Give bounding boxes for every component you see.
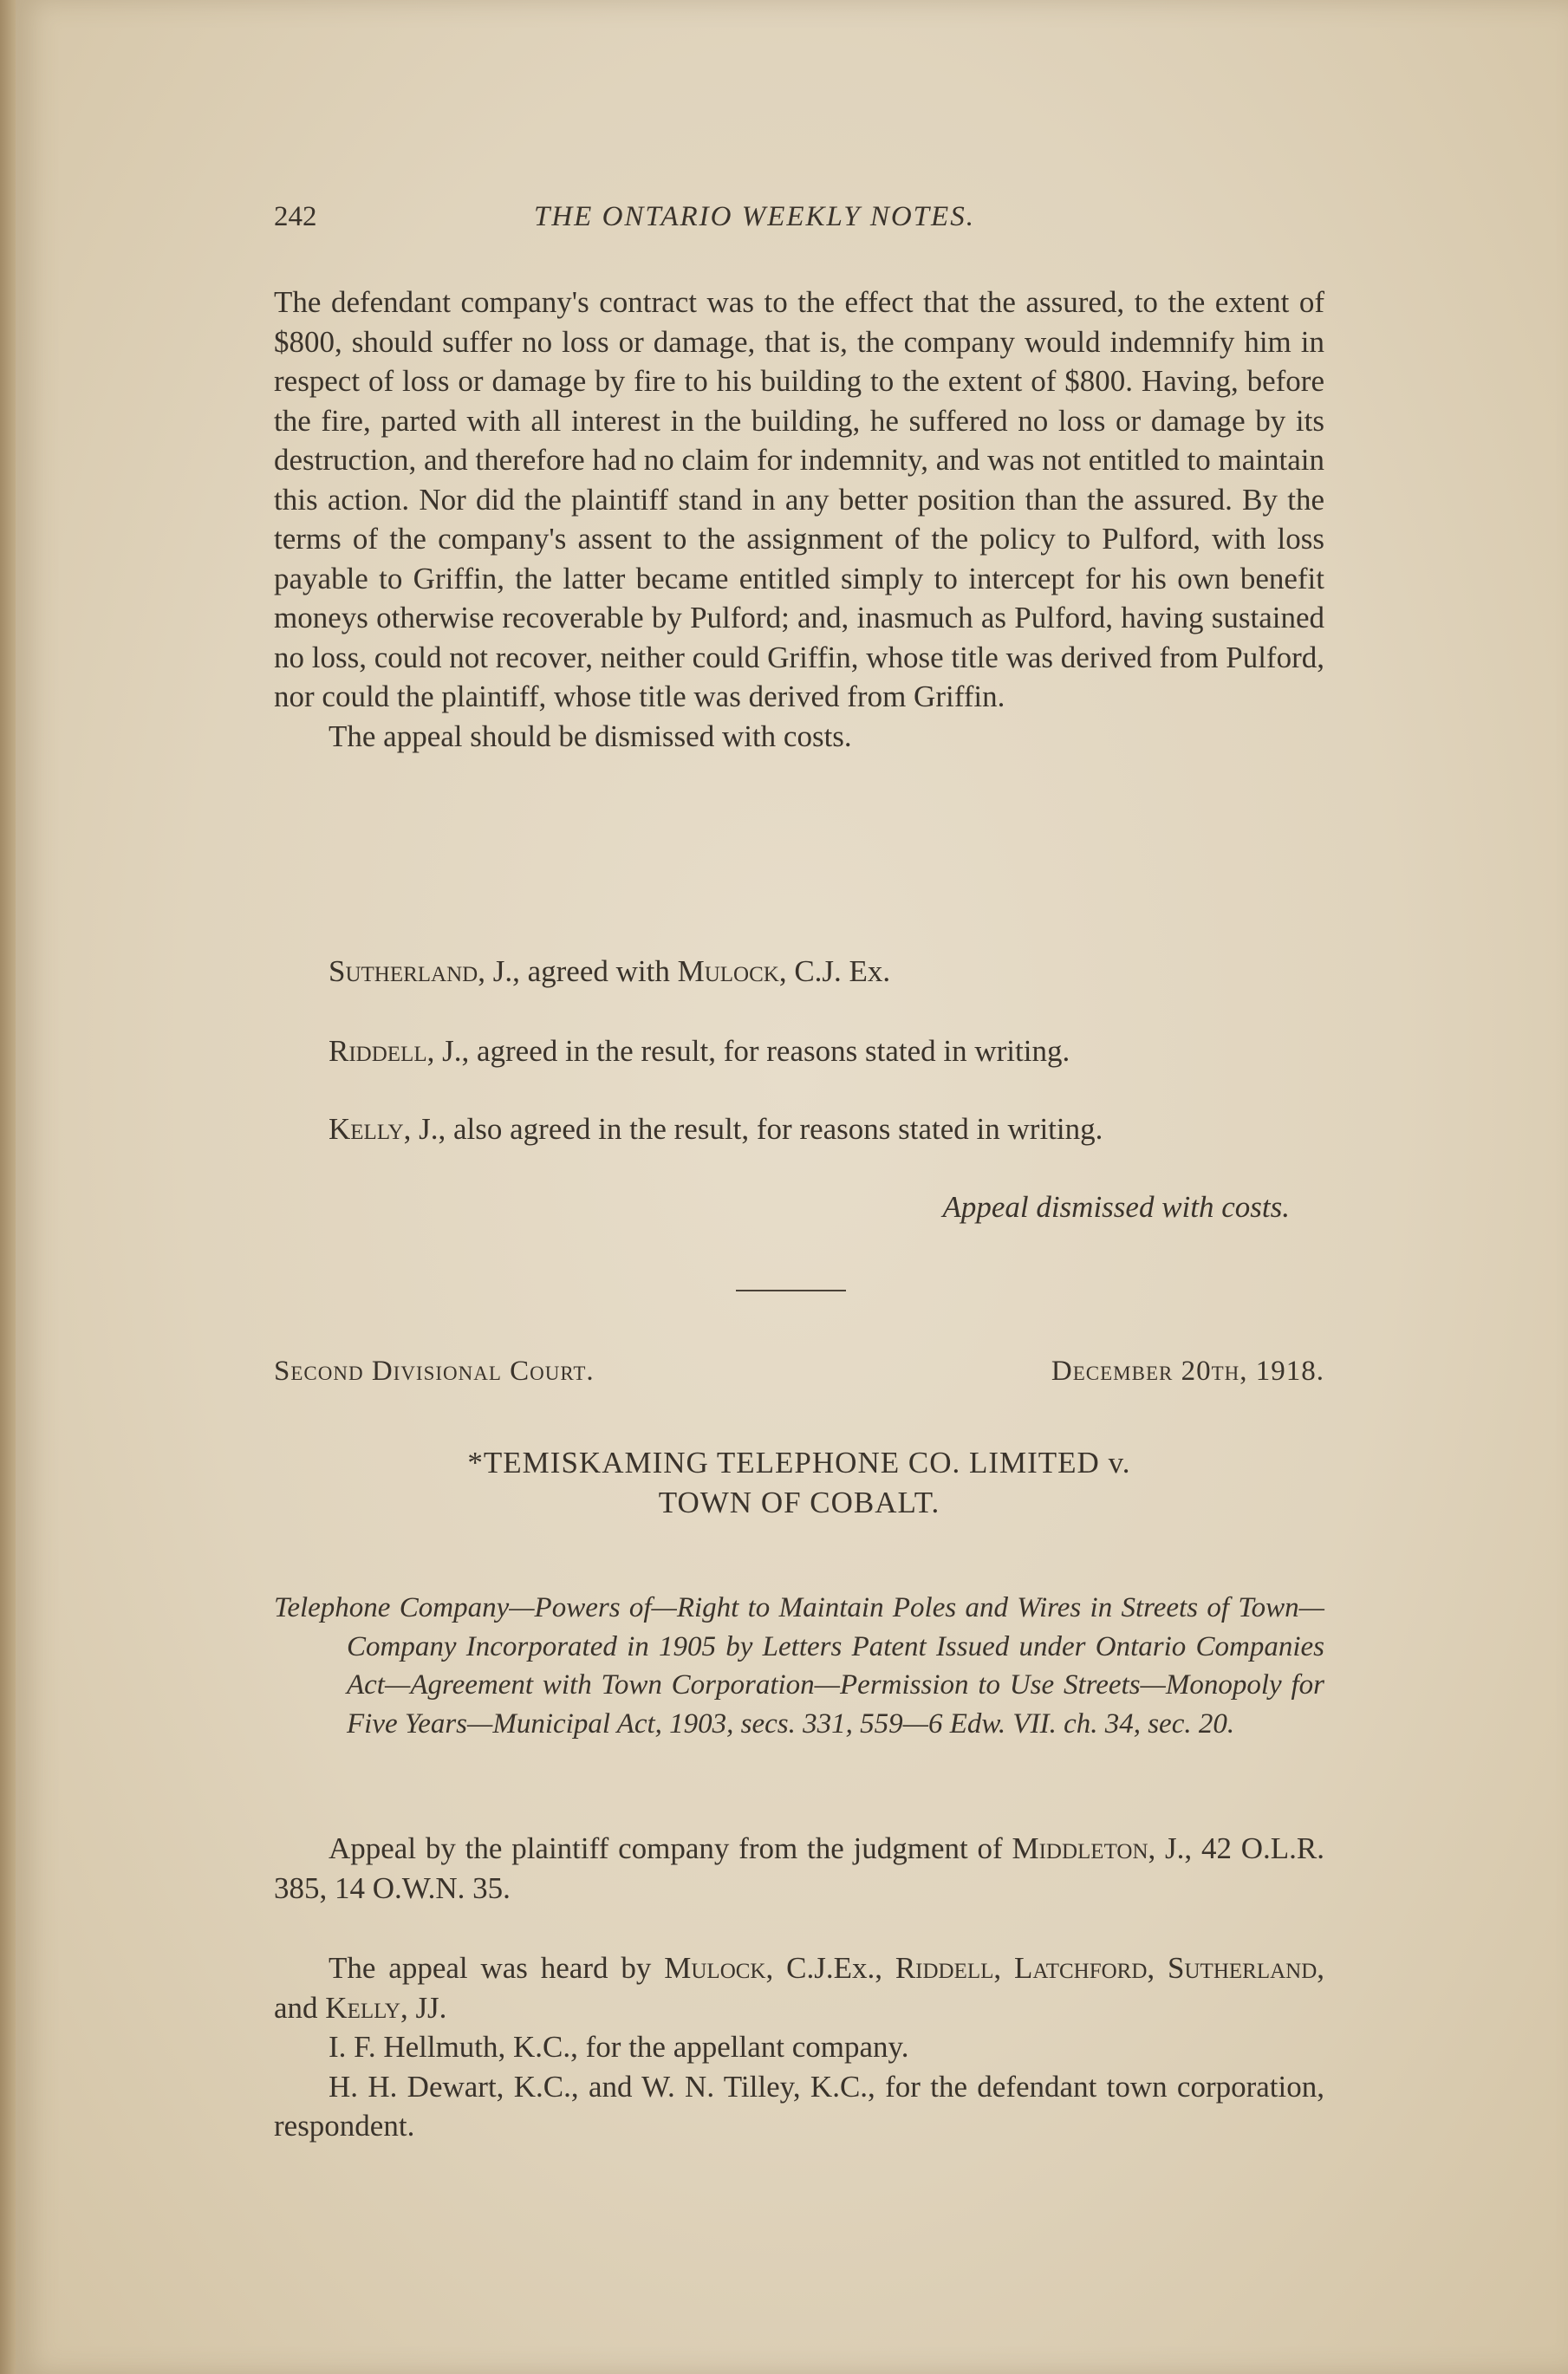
appeal-text: Appeal by the plaintiff company from the judgment of: [329, 1831, 1012, 1865]
opinion-body: [274, 283, 1324, 756]
case-title-line-1: *TEMISKAMING TELEPHONE CO. LIMITED v.: [467, 1446, 1131, 1480]
case-title-line-2: TOWN OF COBALT.: [658, 1486, 940, 1519]
hearing-text: ,: [1147, 1951, 1168, 1985]
page-number: 242: [274, 201, 317, 232]
judge-name: Mulock: [677, 954, 779, 988]
hearing-text: , C.J.Ex.,: [765, 1951, 895, 1985]
hearing-text: , and: [274, 1951, 1325, 2025]
disposition: [274, 1187, 1324, 1227]
concurrence-sutherland: [274, 952, 1324, 992]
opinion-paragraph-1: The defendant company's contract was to the effect that the assured, to the extent of $800, should suffer no loss or damage, that is, the company would indemnify him in respect of loss or damage by fire to his building to the extent of $800. Having, before the fire, parted with all interest in the building, he suffered no loss or damage by its destruction, and therefore had no claim for indemnity, and was not entitled to maintain this action. Nor did the plaintiff stand in any better position than the assured. By the terms of the company's assent to the assignment of the policy to Pulford, with loss payable to Griffin, the latter became entitled simply to intercept for his own benefit moneys otherwise recoverable by Pulford; and, inasmuch as Pulford, having sustained no loss, could not recover, neither could Griffin, whose title was derived from Pulford, nor could the plaintiff, whose title was derived from Griffin.: [274, 285, 1324, 713]
counsel-appellant: I. F. Hellmuth, K.C., for the appellant company.: [329, 2030, 909, 2064]
hearing-text: , JJ.: [400, 1990, 447, 2025]
headnote: [274, 1560, 1324, 1772]
judge-name: Kelly: [325, 1990, 400, 2025]
appeal-text: , J., 42 O.L.R. 385, 14 O.W.N. 35.: [274, 1831, 1324, 1905]
concurrence-riddell: [274, 1031, 1324, 1071]
hearing-statement: [274, 1948, 1324, 2146]
judge-name: Latchford: [1014, 1951, 1148, 1985]
disposition-text: Appeal dismissed with costs.: [942, 1190, 1290, 1224]
headnote-text: Telephone Company—Powers of—Right to Maintain Poles and Wires in Streets of Town—Company Incorporated in 1905 by Letters Patent Issued under Ontario Companies Act—Agreement with Town Corporation—Permission to Use Streets—Monopoly for Five Years—Municipal Act, 1903, secs. 331, 559—6 Edw. VII. ch. 34, sec. 20.: [274, 1592, 1324, 1740]
page-header: [274, 201, 1324, 244]
hearing-text: ,: [993, 1951, 1015, 1985]
concurrence-text: , J., also agreed in the result, for reasons stated in writing.: [403, 1112, 1103, 1146]
appeal-statement: [274, 1829, 1324, 1908]
judge-name: Riddell: [895, 1951, 994, 1985]
concurrence-kelly: [274, 1109, 1324, 1149]
section-divider: [736, 1290, 846, 1291]
judge-name: Riddell: [329, 1034, 427, 1068]
running-title: THE ONTARIO WEEKLY NOTES.: [534, 201, 975, 232]
judge-name: Sutherland: [1168, 1951, 1318, 1985]
hearing-text: The appeal was heard by: [329, 1951, 665, 1985]
judge-name: Middleton: [1012, 1831, 1148, 1865]
court-name: Second Divisional Court.: [274, 1356, 595, 1387]
judge-name: Kelly: [329, 1112, 404, 1146]
judge-name: Mulock: [664, 1951, 766, 1985]
concurrence-text: , J., agreed in the result, for reasons stated in writing.: [426, 1034, 1070, 1068]
concurrence-text: , C.J. Ex.: [778, 954, 891, 988]
counsel-respondent: H. H. Dewart, K.C., and W. N. Tilley, K.C., for the defendant town corporation, respondent.: [274, 2069, 1324, 2143]
judge-name: Sutherland: [329, 954, 478, 988]
concurrence-text: , J., agreed with: [478, 954, 678, 988]
case-title: [274, 1443, 1324, 1523]
court-line: [274, 1356, 1324, 1399]
page-binding-edge: [0, 0, 17, 2374]
opinion-paragraph-2: The appeal should be dismissed with costs.: [329, 719, 852, 753]
court-date: December 20th, 1918.: [1051, 1356, 1324, 1387]
